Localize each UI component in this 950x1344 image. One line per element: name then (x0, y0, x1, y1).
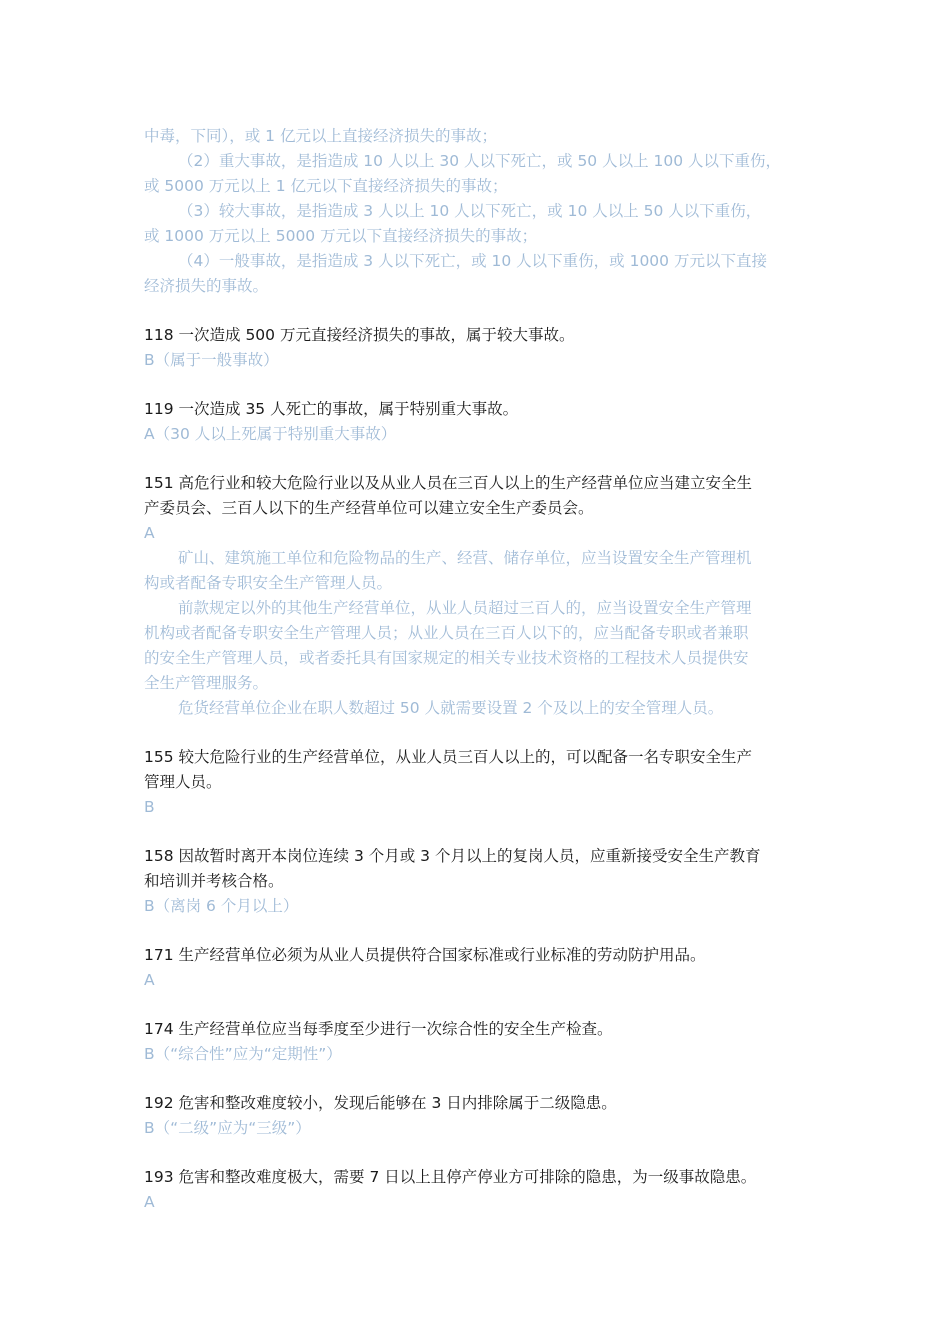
explanation-line: 危货经营单位企业在职人数超过 50 人就需要设置 2 个及以上的安全管理人员。 (178, 699, 724, 717)
question-item-174 (144, 1017, 824, 1067)
question-text: 119 一次造成 35 人死亡的事故，属于特别重大事故。 (144, 400, 519, 418)
question-text: 174 生产经营单位应当每季度至少进行一次综合性的安全生产检查。 (144, 1020, 613, 1038)
intro-line: 或 5000 万元以上 1 亿元以下直接经济损失的事故； (144, 177, 508, 195)
explanation-line: 构或者配备专职安全生产管理人员。 (144, 574, 393, 592)
answer-text: A（30 人以上死属于特别重大事故） (144, 425, 397, 443)
intro-line: （4）一般事故，是指造成 3 人以下死亡，或 10 人以下重伤，或 1000 万元以下直接 (178, 252, 767, 270)
question-text: 158 因故暂时离开本岗位连续 3 个月或 3 个月以上的复岗人员，应重新接受安全生产教育 (144, 847, 761, 865)
answer-text: B (144, 798, 155, 816)
explanation-line: 机构或者配备专职安全生产管理人员；从业人员在三百人以下的，应当配备专职或者兼职 (144, 624, 749, 642)
question-item-118 (144, 323, 824, 373)
explanation-line: 的安全生产管理人员，或者委托具有国家规定的相关专业技术资格的工程技术人员提供安 (144, 649, 749, 667)
intro-line: （3）较大事故，是指造成 3 人以上 10 人以下死亡，或 10 人以上 50 人以下重伤， (178, 202, 762, 220)
question-text: 192 危害和整改难度较小，发现后能够在 3 日内排除属于二级隐患。 (144, 1094, 617, 1112)
answer-text: A (144, 971, 155, 989)
intro-line: 或 1000 万元以上 5000 万元以下直接经济损失的事故； (144, 227, 538, 245)
question-text: 产委员会、三百人以下的生产经营单位可以建立安全生产委员会。 (144, 499, 594, 517)
question-text: 193 危害和整改难度极大，需要 7 日以上且停产停业方可排除的隐患，为一级事故隐患。 (144, 1168, 757, 1186)
explanation-line: 全生产管理服务。 (144, 674, 269, 692)
answer-text: A (144, 524, 155, 542)
intro-line: 经济损失的事故。 (144, 277, 269, 295)
explanation-line: 矿山、建筑施工单位和危险物品的生产、经营、储存单位，应当设置安全生产管理机 (178, 549, 752, 567)
question-text: 118 一次造成 500 万元直接经济损失的事故，属于较大事故。 (144, 326, 575, 344)
answer-text: B（“二级”应为“三级”） (144, 1119, 311, 1137)
explanation-line: 前款规定以外的其他生产经营单位，从业人员超过三百人的，应当设置安全生产管理 (178, 599, 752, 617)
question-text: 和培训并考核合格。 (144, 872, 284, 890)
question-item-119 (144, 397, 824, 447)
question-text: 171 生产经营单位必须为从业人员提供符合国家标准或行业标准的劳动防护用品。 (144, 946, 706, 964)
intro-section (144, 124, 824, 299)
question-text: 155 较大危险行业的生产经营单位，从业人员三百人以上的，可以配备一名专职安全生产 (144, 748, 753, 766)
question-item-151 (144, 471, 824, 721)
intro-line: 中毒，下同），或 1 亿元以上直接经济损失的事故； (144, 127, 497, 145)
answer-text: B（“综合性”应为“定期性”） (144, 1045, 342, 1063)
answer-text: A (144, 1193, 155, 1211)
question-text: 管理人员。 (144, 773, 222, 791)
intro-line: （2）重大事故，是指造成 10 人以上 30 人以下死亡，或 50 人以上 100 人以下重伤， (178, 152, 782, 170)
question-item-158 (144, 844, 824, 919)
question-item-192 (144, 1091, 824, 1141)
answer-text: B（属于一般事故） (144, 351, 279, 369)
answer-text: B（离岗 6 个月以上） (144, 897, 299, 915)
question-text: 151 高危行业和较大危险行业以及从业人员在三百人以上的生产经营单位应当建立安全生 (144, 474, 753, 492)
question-item-171 (144, 943, 824, 993)
question-item-155 (144, 745, 824, 820)
question-item-193 (144, 1165, 824, 1215)
document-page (144, 124, 824, 1215)
